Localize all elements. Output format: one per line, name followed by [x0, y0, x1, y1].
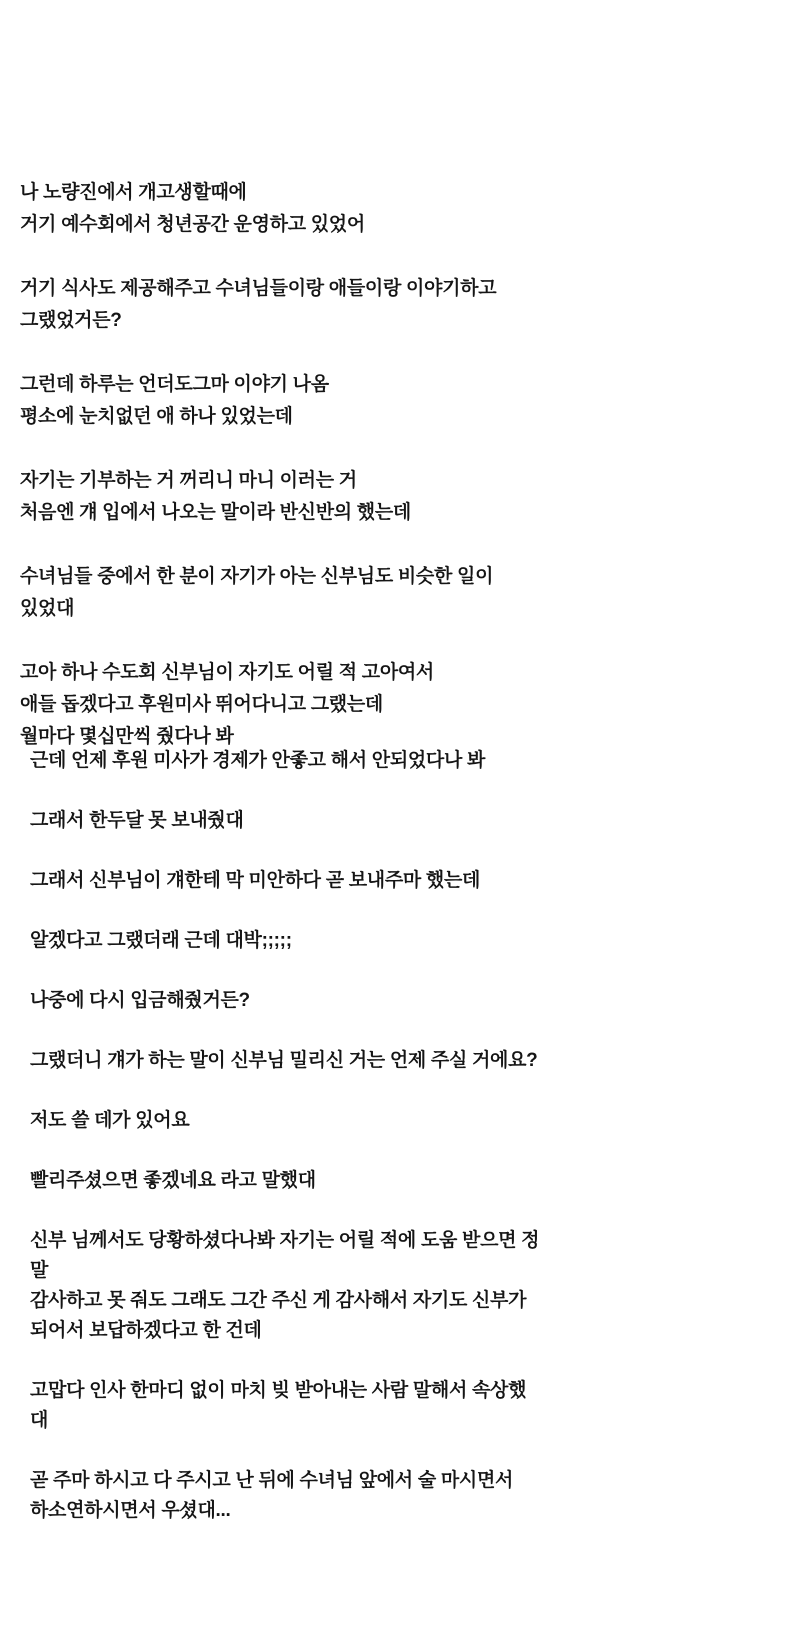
- text-line: 감사하고 못 줘도 그래도 그간 주신 게 감사해서 자기도 신부가: [30, 1290, 527, 1311]
- text-line: 거기 예수회에서 청년공간 운영하고 있었어: [20, 214, 365, 235]
- text-line: 고맙다 인사 한마디 없이 마치 빚 받아내는 사람 말해서 속상했: [30, 1380, 527, 1401]
- text-line: 애들 돕겠다고 후원미사 뛰어다니고 그랬는데: [20, 694, 383, 715]
- paragraph: [20, 657, 496, 753]
- text-line: 고아 하나 수도회 신부님이 자기도 어릴 적 고아여서: [20, 662, 434, 683]
- paragraph: [30, 806, 539, 836]
- text-line: 나 노량진에서 개고생할때에: [20, 182, 247, 203]
- paragraph: [30, 1166, 539, 1196]
- text-line: 알겠다고 그랬더래 근데 대박;;;;;: [30, 930, 292, 951]
- paragraph: [30, 926, 539, 956]
- text-line: 하소연하시면서 우셨대...: [30, 1500, 231, 1521]
- text-line: 되어서 보답하겠다고 한 건데: [30, 1320, 262, 1341]
- text-line: 거기 식사도 제공해주고 수녀님들이랑 애들이랑 이야기하고: [20, 278, 497, 299]
- paragraph: [20, 465, 496, 529]
- text-line: 저도 쓸 데가 있어요: [30, 1110, 190, 1131]
- paragraph: [20, 369, 496, 433]
- text-line: 자기는 기부하는 거 꺼리니 마니 이러는 거: [20, 470, 357, 491]
- text-line: 그랬더니 걔가 하는 말이 신부님 밀리신 거는 언제 주실 거에요?: [30, 1050, 538, 1071]
- text-line: 곧 주마 하시고 다 주시고 난 뒤에 수녀님 앞에서 술 마시면서: [30, 1470, 514, 1491]
- paragraph: [30, 746, 539, 776]
- paragraph: [20, 177, 496, 241]
- text-line: 그래서 한두달 못 보내줬대: [30, 810, 244, 831]
- paragraph: [30, 1226, 539, 1346]
- story-text-top: [20, 177, 496, 785]
- story-text-bottom: [30, 746, 539, 1556]
- text-line: 신부 님께서도 당황하셨다나봐 자기는 어릴 적에 도움 받으면 정: [30, 1230, 540, 1251]
- text-line: 빨리주셨으면 좋겠네요 라고 말했대: [30, 1170, 316, 1191]
- text-line: 말: [30, 1260, 49, 1281]
- text-line: 평소에 눈치없던 애 하나 있었는데: [20, 406, 293, 427]
- paragraph: [20, 273, 496, 337]
- text-line: 나중에 다시 입금해줬거든?: [30, 990, 250, 1011]
- text-line: 처음엔 걔 입에서 나오는 말이라 반신반의 했는데: [20, 502, 411, 523]
- text-line: 근데 언제 후원 미사가 경제가 안좋고 해서 안되었다나 봐: [30, 750, 486, 771]
- paragraph: [30, 1106, 539, 1136]
- paragraph: [30, 1376, 539, 1436]
- text-line: 수녀님들 중에서 한 분이 자기가 아는 신부님도 비슷한 일이: [20, 566, 494, 587]
- text-line: 월마다 몇십만씩 줬다나 봐: [20, 726, 234, 747]
- text-line: 그래서 신부님이 걔한테 막 미안하다 곧 보내주마 했는데: [30, 870, 481, 891]
- paragraph: [30, 866, 539, 896]
- paragraph: [20, 561, 496, 625]
- text-line: 그랬었거든?: [20, 310, 122, 331]
- text-line: 있었대: [20, 598, 75, 619]
- paragraph: [30, 1466, 539, 1526]
- paragraph: [30, 1046, 539, 1076]
- paragraph: [30, 986, 539, 1016]
- text-line: 대: [30, 1410, 49, 1431]
- text-line: 그런데 하루는 언더도그마 이야기 나옴: [20, 374, 329, 395]
